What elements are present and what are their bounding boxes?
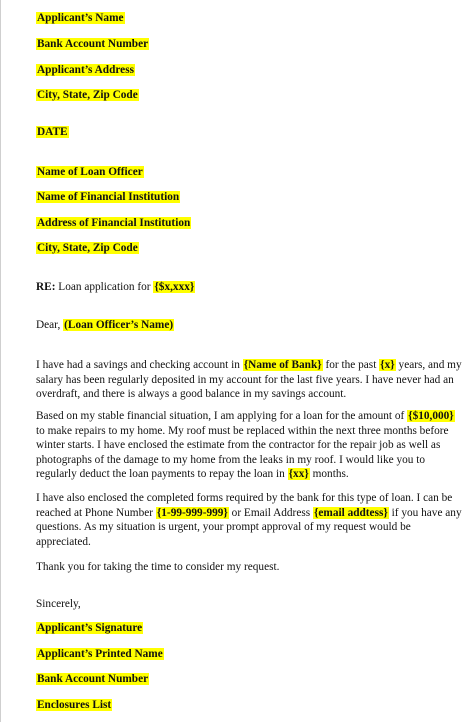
- applicant-city-state-zip-field: City, State, Zip Code: [37, 89, 138, 101]
- paragraph-contact-info: [36, 491, 462, 549]
- institution-name-field: Name of Financial Institution: [37, 191, 180, 203]
- date-field: DATE: [37, 126, 68, 138]
- applicant-signature-field: Applicant’s Signature: [37, 622, 143, 634]
- institution-city-state-zip-field: City, State, Zip Code: [37, 242, 138, 254]
- paragraph-thank-you: Thank you for taking the time to consider my request.: [36, 561, 280, 573]
- email-placeholder: {email addtess}: [313, 506, 388, 519]
- paragraph-line: I have had a savings and checking account in {Name of Bank} for the past {x} years, and my: [36, 359, 462, 371]
- months-placeholder: {xx}: [288, 468, 309, 481]
- enclosures-list-field: Enclosures List: [37, 699, 112, 711]
- bank-name-placeholder: {Name of Bank}: [243, 359, 322, 371]
- closing: Sincerely,: [36, 598, 81, 610]
- paragraph-line: I have also enclosed the completed forms required by the bank for this type of loan. I can be: [36, 492, 453, 504]
- institution-address-field: Address of Financial Institution: [37, 217, 191, 229]
- paragraph-line: photographs of the damage to my home from the leaks in my roof. I would like you to: [36, 453, 426, 466]
- years-placeholder: {x}: [380, 359, 395, 371]
- applicant-address-field: Applicant’s Address: [37, 64, 134, 76]
- salutation: [36, 319, 174, 332]
- applicant-printed-name-field: Applicant’s Printed Name: [37, 648, 163, 660]
- re-line: [36, 281, 195, 294]
- loan-amount-placeholder: {$x,xxx}: [154, 281, 195, 293]
- paragraph-line: regularly deduct the loan payments to repay the loan in {xx} months.: [36, 468, 349, 481]
- phone-placeholder: {1-99-999-999}: [156, 506, 228, 519]
- paragraph-line: appreciated.: [36, 535, 91, 548]
- re-text: Loan application for: [55, 281, 154, 293]
- loan-officer-name-field: Name of Loan Officer: [37, 166, 143, 178]
- paragraph-line: Based on my stable financial situation, I am applying for a loan for the amount of {$10,000}: [36, 410, 454, 422]
- paragraph-account-history: [36, 358, 462, 402]
- paragraph-line: winter starts. I have enclosed the estimate from the contractor for the repair job as well as: [36, 439, 441, 452]
- signature-bank-account-field: Bank Account Number: [37, 673, 149, 685]
- requested-amount-placeholder: {$10,000}: [408, 410, 454, 422]
- paragraph-loan-request: [36, 409, 456, 482]
- applicant-bank-account-field: Bank Account Number: [37, 38, 149, 50]
- salutation-text: Dear,: [36, 319, 64, 331]
- paragraph-line: to make repairs to my home. My roof must be replaced within the next three months before: [36, 424, 449, 437]
- paragraph-line: reached at Phone Number {1-99-999-999} or Email Address {email addtess} if you have any: [36, 506, 462, 519]
- re-label: RE:: [36, 281, 56, 293]
- paragraph-line: questions. As my situation is urgent, your prompt approval of my request would be: [36, 521, 411, 534]
- loan-officer-name-placeholder: (Loan Officer’s Name): [64, 319, 174, 331]
- paragraph-line: overdraft, and there is always a good balance in my savings account.: [36, 388, 347, 401]
- applicant-name-field: Applicant’s Name: [37, 12, 124, 24]
- paragraph-line: salary has been regularly deposited in my account for the last five years. I have never had an: [36, 373, 454, 386]
